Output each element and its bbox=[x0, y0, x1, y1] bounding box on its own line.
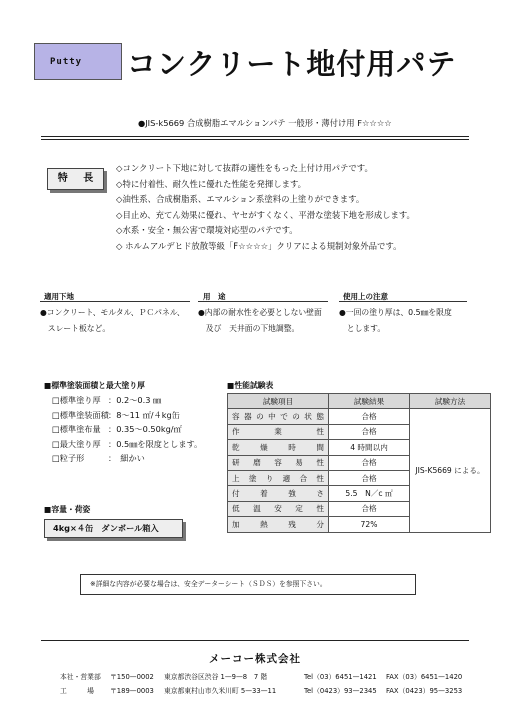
spec-item: □粒子形 ： 細かい bbox=[52, 453, 145, 463]
column-header: 試験項目 bbox=[228, 394, 329, 409]
table-header-row bbox=[228, 394, 491, 409]
feature-item: ◇水系・安全・無公害で環境対応型のパテです。 bbox=[116, 225, 298, 235]
usage-heading: 用 途 bbox=[203, 292, 226, 301]
divider bbox=[198, 301, 328, 302]
page-title: コンクリート地付用パテ bbox=[127, 47, 457, 81]
divider bbox=[339, 301, 467, 302]
feature-item: ◇コンクリート下地に対して抜群の適性をもった上付け用パテです。 bbox=[116, 163, 373, 173]
company-name: メーコー株式会社 bbox=[209, 653, 301, 665]
test-item: 加 熱 残 分 bbox=[228, 517, 329, 532]
test-item: 容 器 の 中 で の 状 態 bbox=[228, 409, 329, 424]
spec-item: □標準塗装面積 ：8〜11 ㎡/４kg缶 bbox=[52, 409, 180, 420]
table-row bbox=[228, 409, 491, 424]
divider bbox=[41, 640, 469, 641]
test-item: 研 磨 容 易 性 bbox=[228, 455, 329, 470]
test-result: 72% bbox=[329, 517, 410, 532]
divider bbox=[41, 139, 469, 140]
performance-test-table bbox=[227, 393, 491, 533]
test-result: 4 時間以内 bbox=[329, 440, 410, 455]
column-header: 試験方法 bbox=[410, 394, 491, 409]
tests-heading: ■性能試験表 bbox=[227, 381, 274, 390]
test-item: 乾 燥 時 間 bbox=[228, 440, 329, 455]
features-label: 特 長 bbox=[47, 168, 104, 190]
test-result: 合格 bbox=[329, 501, 410, 516]
office-address: 本社・営業部 〒150—0002 東京都渋谷区渋谷 1—9—8 7 階 Tel（03）6451—1421 FAX（03）6451—1420 bbox=[60, 673, 463, 681]
product-standard: ●JIS-k5669 合成樹脂エマルションパテ 一般形・薄付け用 F☆☆☆☆ bbox=[138, 118, 392, 128]
test-result: 合格 bbox=[329, 424, 410, 439]
spec-item: □最大塗り厚 ：0.5㎜を限度とします。 bbox=[52, 438, 203, 449]
test-result: 合格 bbox=[329, 470, 410, 485]
test-result: 合格 bbox=[329, 409, 410, 424]
spec-item: □標準塗り厚 ：0.2〜0.3 ㎜ bbox=[52, 395, 162, 405]
substrate-text: ●コンクリート、モルタル、ＰＣパネル、 スレート板など。 bbox=[40, 308, 185, 333]
substrate-heading: 適用下地 bbox=[44, 292, 74, 301]
test-item: 付 着 強 さ bbox=[228, 486, 329, 501]
sds-note: ※詳細な内容が必要な場合は、安全データーシート（ＳＤＳ）を参照下さい。 bbox=[80, 574, 416, 595]
test-item: 上 塗 り 適 合 性 bbox=[228, 470, 329, 485]
usage-text: ●内部の耐水性を必要としない壁面 及び 天井面の下地調整。 bbox=[198, 308, 322, 333]
features-list bbox=[116, 161, 496, 254]
feature-item: ◇ ホルムアルデヒド放散等級「F☆☆☆☆」クリアによる規制対象外品です。 bbox=[116, 240, 402, 251]
feature-item: ◇目止め、充てん効果に優れ、ヤセがすくなく、平滑な塗装下地を形成します。 bbox=[116, 209, 415, 220]
product-badge: Putty bbox=[34, 43, 122, 80]
specs-list bbox=[52, 393, 232, 466]
spec-item: □標準塗布量 ：0.35〜0.50kg/㎡ bbox=[52, 424, 182, 434]
divider bbox=[41, 136, 469, 137]
column-header: 試験結果 bbox=[329, 394, 410, 409]
specs-heading: ■標準塗装面積と最大塗り厚 bbox=[44, 381, 145, 390]
divider bbox=[40, 301, 190, 302]
test-result: 5.5 N／c ㎡ bbox=[329, 486, 410, 501]
factory-address: 工 場 〒189—0003 東京都東村山市久米川町 5—33—11 Tel（0423）93—2345 FAX（0423）95—3253 bbox=[60, 687, 463, 695]
caution-text: ●一回の塗り厚は、0.5㎜を限度 とします。 bbox=[339, 308, 452, 333]
test-item: 低 温 安 定 性 bbox=[228, 501, 329, 516]
feature-item: ◇特に付着性、耐久性に優れた性能を発揮します。 bbox=[116, 178, 307, 189]
feature-item: ◇油性系、合成樹脂系、エマルション系塗料の上塗りができます。 bbox=[116, 194, 365, 204]
packaging-value: 4kg×４缶 ダンボール箱入 bbox=[44, 519, 183, 538]
test-item: 作 業 性 bbox=[228, 424, 329, 439]
test-result: 合格 bbox=[329, 455, 410, 470]
test-method: JIS-K5669 による。 bbox=[410, 409, 491, 532]
packaging-heading: ■容量・荷姿 bbox=[44, 505, 91, 514]
caution-heading: 使用上の注意 bbox=[343, 292, 388, 301]
